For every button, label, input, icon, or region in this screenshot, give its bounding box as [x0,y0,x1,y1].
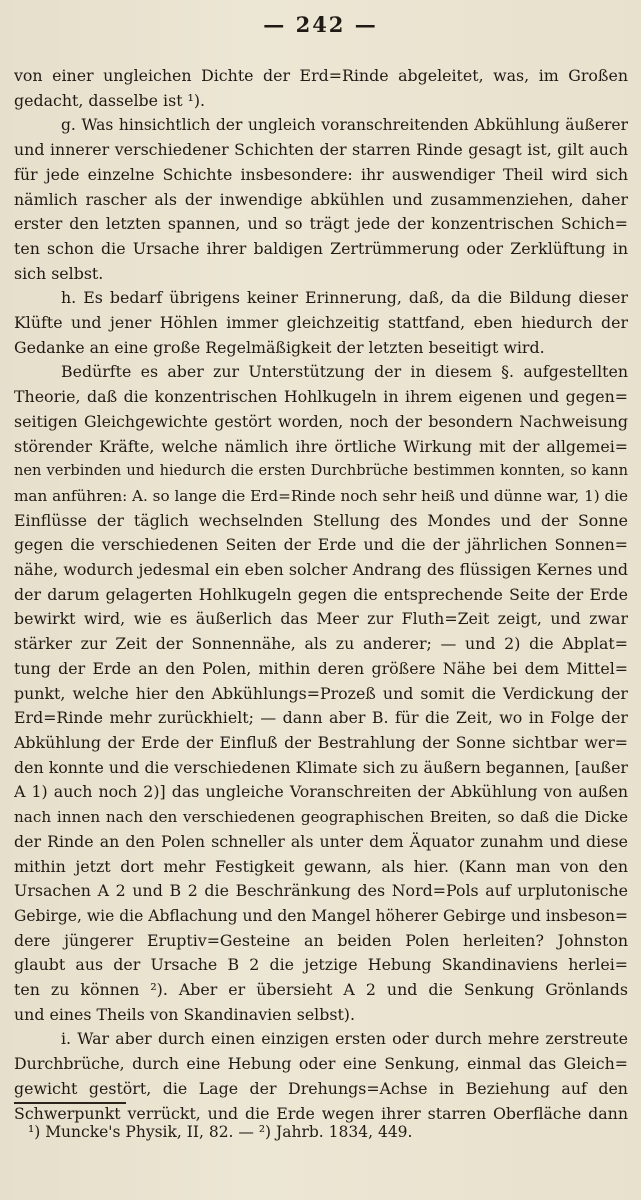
text-line: h. Es bedarf übrigens keiner Erinnerung, daß, da die Bildung dieser [61,288,628,308]
text-line: i. War aber durch einen einzigen ersten oder durch mehre zerstreute [61,1029,628,1049]
text-line: Bedürfte es aber zur Unterstützung der in diesem §. aufgestellten [61,362,628,382]
text-line: nämlich rascher als der inwendige abkühlen und zusammenziehen, daher [14,189,628,209]
text-line: nach innen nach den verschiedenen geographischen Breiten, so daß die Dicke [14,808,628,827]
text-line: sich selbst. [14,263,104,283]
text-line: g. Was hinsichtlich der ungleich voranschreitenden Abkühlung äußerer [61,116,628,135]
footnote-separator [14,1102,126,1104]
text-line: nen verbinden und hiedurch die ersten Durchbrüche bestimmen konnten, so kann [14,462,628,480]
text-line: Klüfte und jener Höhlen immer gleichzeitig stattfand, eben hiedurch der [14,313,628,333]
text-line: gedacht, dasselbe ist ¹). [14,90,206,110]
text-line: störender Kräfte, welche nämlich ihre örtliche Wirkung mit der allgemei= [14,436,628,456]
text-line: mithin jetzt dort mehr Festigkeit gewann, als hier. (Kann man von den [14,856,628,876]
page-number-header: — 242 — [263,12,378,37]
text-line: Gebirge, wie die Abflachung und den Mangel höherer Gebirge und insbeson= [14,906,628,925]
text-line: stärker zur Zeit der Sonnennähe, als zu anderer; — und 2) die Abplat= [14,634,628,654]
text-line: A 1) auch noch 2)] das ungleiche Voranschreiten der Abkühlung von außen [14,782,628,802]
text-line: Schwerpunkt verrückt, und die Erde wegen ihrer starren Oberfläche dann [14,1103,628,1123]
text-line: erster den letzten spannen, und so trägt jede der konzentrischen Schich= [14,214,628,234]
text-line: punkt, welche hier den Abkühlungs=Prozeß und somit die Verdickung der [14,683,628,703]
text-line: Durchbrüche, durch eine Hebung oder eine Senkung, einmal das Gleich= [14,1054,628,1074]
text-line: ten schon die Ursache ihrer baldigen Zertrümmerung oder Zerklüftung in [14,238,628,258]
footnotes: ¹) Muncke's Physik, II, 82. — ²) Jahrb. 1834, 449. [28,1123,413,1141]
text-line: Erd=Rinde mehr zurückhielt; — dann aber B. für die Zeit, wo in Folge der [14,708,628,728]
text-line: Theorie, daß die konzentrischen Hohlkugeln in ihrem eigenen und gegen= [14,387,628,407]
text-line: tung der Erde an den Polen, mithin deren größere Nähe bei dem Mittel= [14,658,628,678]
text-line: für jede einzelne Schichte insbesondere: ihr auswendiger Theil wird sich [14,164,628,184]
body-text [14,64,628,1126]
text-line: man anführen: A. so lange die Erd=Rinde noch sehr heiß und dünne war, 1) die [14,486,628,505]
text-line: glaubt aus der Ursache B 2 die jetzige Hebung Skandinaviens herlei= [14,955,628,975]
text-line: bewirkt wird, wie es äußerlich das Meer zur Fluth=Zeit zeigt, und zwar [14,609,628,629]
text-line: seitigen Gleichgewichte gestört worden, noch der besondern Nachweisung [14,411,628,431]
text-line: und innerer verschiedener Schichten der starren Rinde gesagt ist, gilt auch [14,140,628,160]
text-line: gewicht gestört, die Lage der Drehungs=Achse in Beziehung auf den [14,1078,628,1098]
text-line: dere jüngerer Eruptiv=Gesteine an beiden Polen herleiten? Johnston [14,930,628,950]
text-line: der Rinde an den Polen schneller als unter dem Äquator zunahm und diese [14,831,628,851]
text-line: Gedanke an eine große Regelmäßigkeit der letzten beseitigt wird. [14,337,545,357]
text-line: Abkühlung der Erde der Einfluß der Bestrahlung der Sonne sichtbar wer= [14,732,628,752]
text-line: und eines Theils von Skandinavien selbst). [14,1004,355,1024]
text-line: ten zu können ²). Aber er übersieht A 2 und die Senkung Grönlands [14,980,628,1000]
text-line: der darum gelagerten Hohlkugeln gegen die entsprechende Seite der Erde [14,584,628,604]
text-line: Ursachen A 2 und B 2 die Beschränkung des Nord=Pols auf urplutonische [14,881,628,901]
text-line: den konnte und die verschiedenen Klimate sich zu äußern begannen, [außer [14,757,628,777]
text-line: Einflüsse der täglich wechselnden Stellung des Mondes und der Sonne [14,510,628,530]
text-line: gegen die verschiedenen Seiten der Erde und die der jährlichen Sonnen= [14,535,628,555]
text-line: von einer ungleichen Dichte der Erd=Rinde abgeleitet, was, im Großen [14,66,628,85]
text-line: nähe, wodurch jedesmal ein eben solcher Andrang des flüssigen Kernes und [14,560,628,580]
